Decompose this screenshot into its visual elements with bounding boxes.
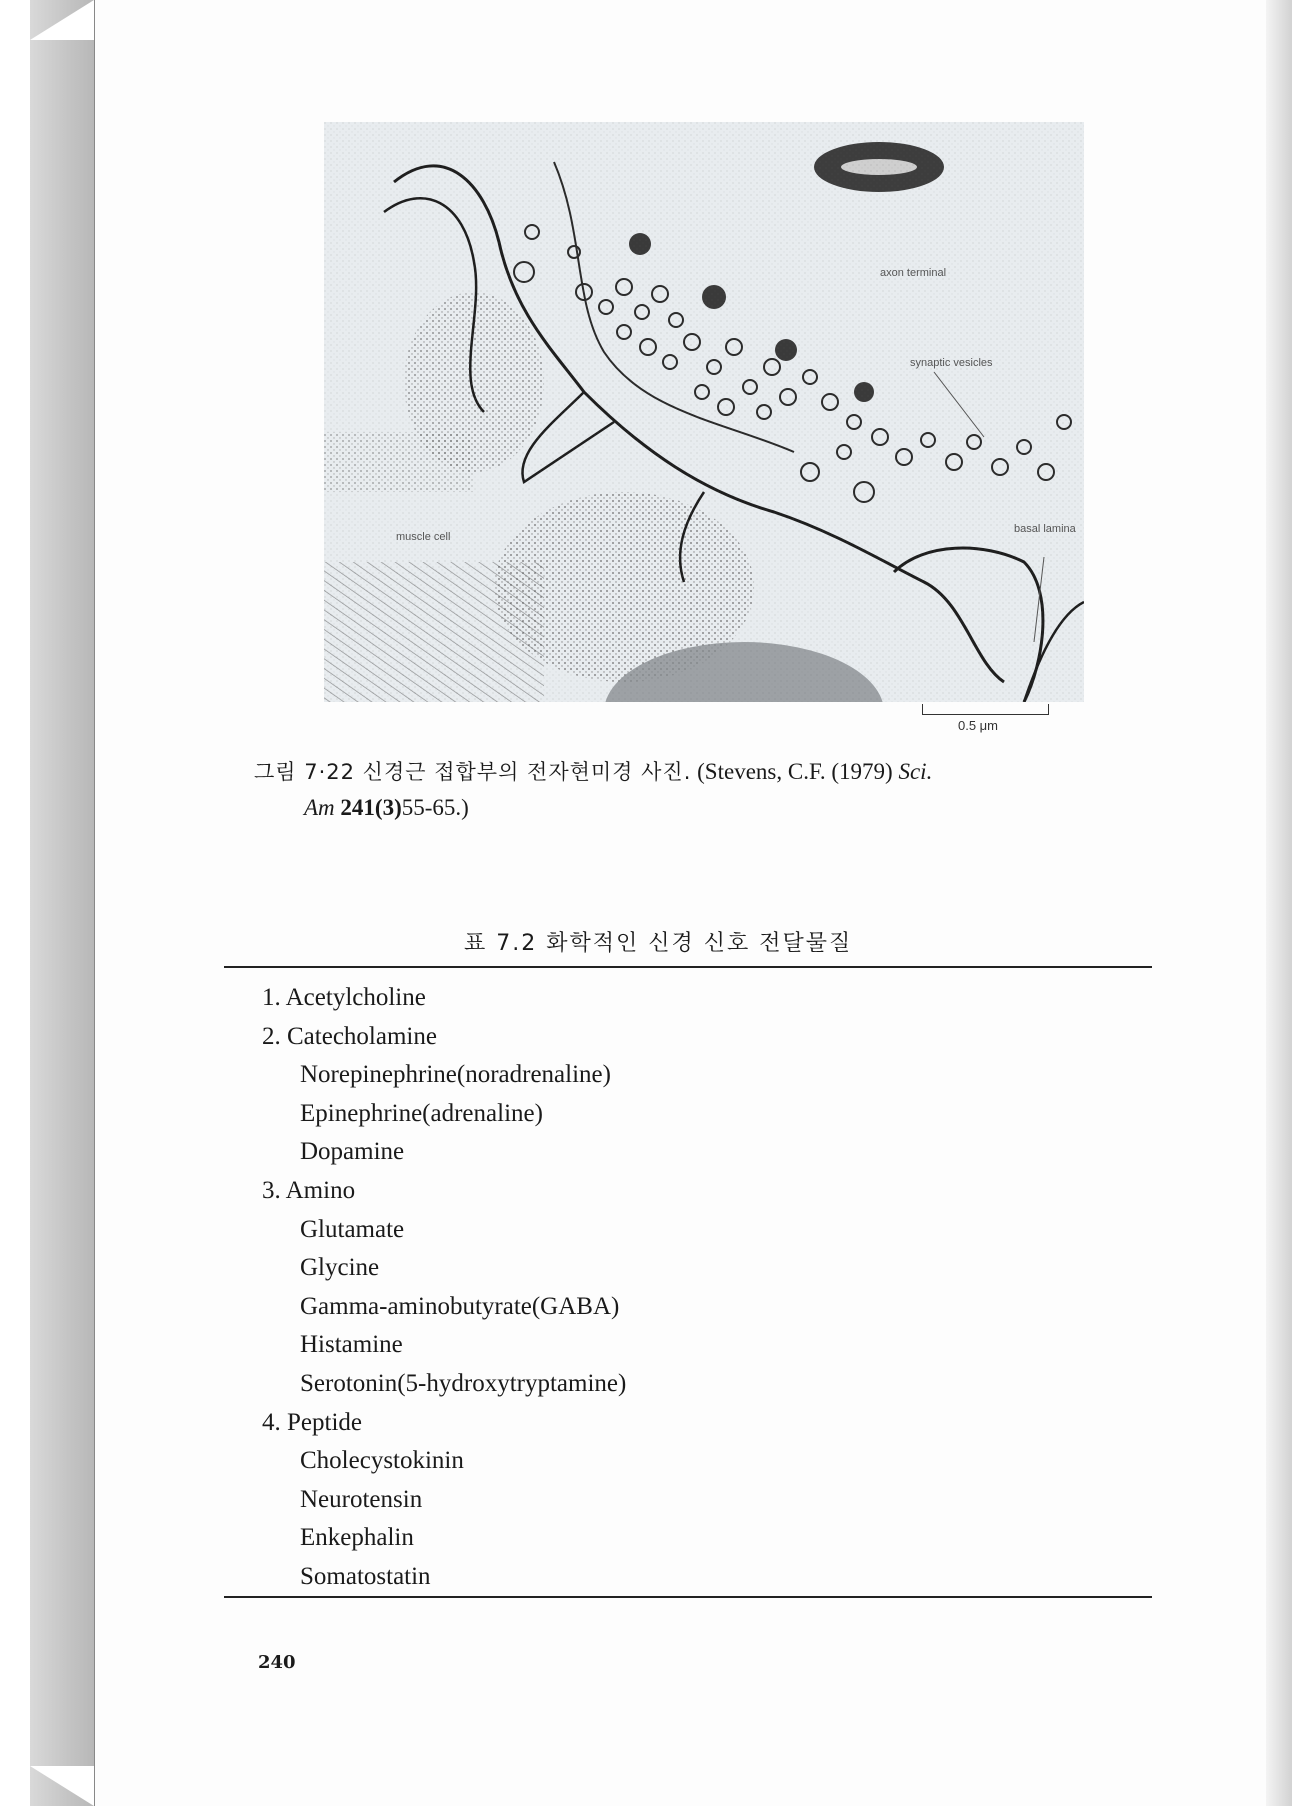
scale-bar [922,704,1049,715]
caption-pages: 55-65.) [401,795,469,820]
list-item: 4. Peptide [262,1408,362,1436]
list-subitem: Neurotensin [300,1485,423,1513]
list-item: 1. Acetylcholine [262,984,426,1011]
caption-journal-1: Sci. [898,759,933,784]
label-basal-lamina: basal lamina [1014,523,1076,535]
list-subitem: Cholecystokinin [300,1447,464,1475]
table-top-rule [224,966,1152,968]
micrograph-drawing [324,122,1084,702]
list-subitem: Glycine [300,1254,380,1282]
list-subitem: Histamine [300,1331,403,1359]
list-subitem: Glutamate [300,1215,405,1243]
page-right-edge [1266,0,1292,1806]
scale-label: 0.5 μm [958,718,999,733]
caption-label: 그림 7·22 신경근 접합부의 전자현미경 사진. [254,760,692,784]
book-spine [30,0,94,1806]
caption-volume: 241(3) [340,795,402,820]
table-bottom-rule [224,1596,1152,1598]
page-number: 240 [258,1652,296,1673]
caption-line-2 [254,790,1114,826]
label-muscle-cell: muscle cell [396,531,451,543]
list-subitem: Dopamine [300,1138,405,1166]
list-subitem: Epinephrine(adrenaline) [300,1099,543,1127]
list-item: 2. Catecholamine [262,1022,437,1050]
caption-journal-2: Am [304,795,335,820]
caption-citation: (Stevens, C.F. (1979) [697,759,893,784]
label-synaptic-vesicles: synaptic vesicles [910,357,993,369]
electron-micrograph [324,122,1084,702]
figure-caption [254,754,1114,826]
label-axon: axon terminal [880,267,947,279]
list-subitem: Norepinephrine(noradrenaline) [300,1061,611,1089]
list-item: 3. Amino [262,1176,356,1204]
table-title: 표 7.2 화학적인 신경 신호 전달물질 [464,931,853,956]
list-subitem: Gamma-aminobutyrate(GABA) [300,1292,620,1320]
neurotransmitter-list [262,979,1062,1597]
list-subitem: Serotonin(5-hydroxytryptamine) [300,1369,627,1397]
list-subitem: Enkephalin [300,1524,414,1552]
list-subitem: Somatostatin [300,1562,431,1590]
